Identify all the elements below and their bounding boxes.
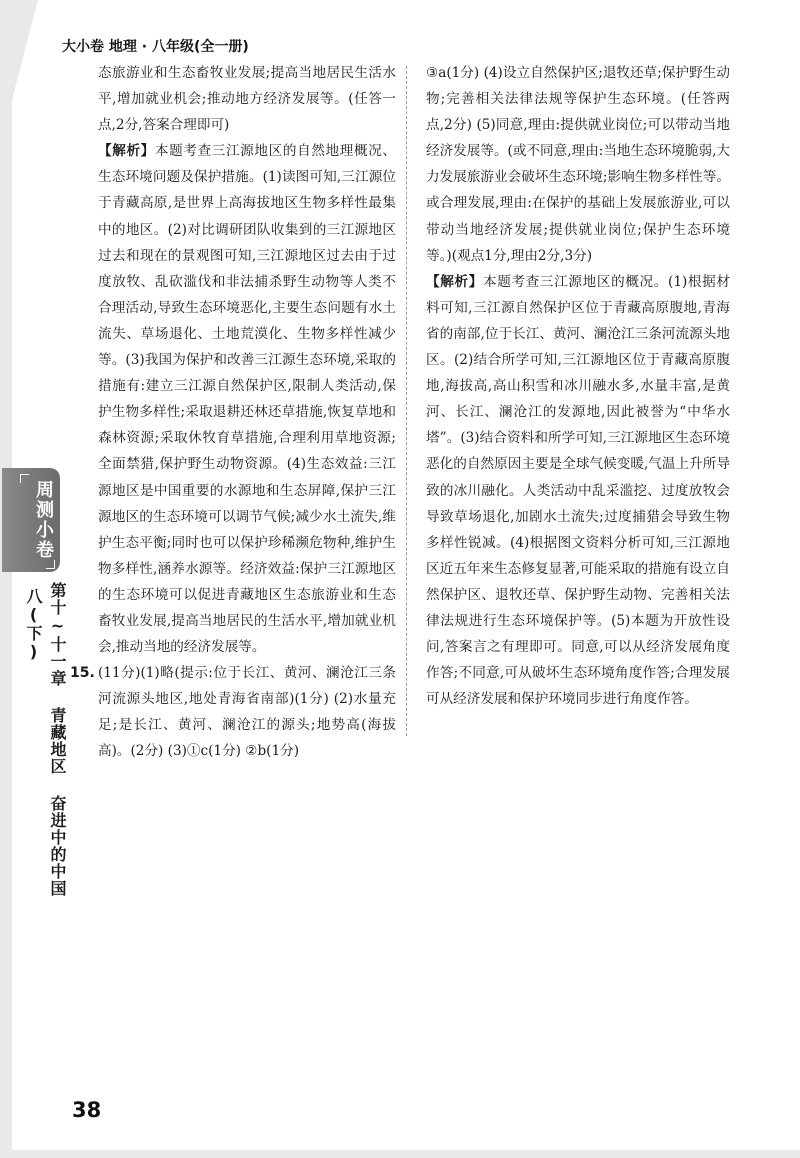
right-column	[426, 60, 730, 712]
page-number: 38	[72, 1098, 102, 1122]
analysis-paragraph-right	[426, 269, 730, 713]
analysis-paragraph	[98, 138, 396, 660]
analysis-text: 本题考查三江源地区的自然地理概况、生态环境问题及保护措施。(1)读图可知,三江源位于青藏高原,是世界上高海拔地区生物多样性最集中的地区。(2)对比调研团队收集到的三江源地区过去和现在的景观图可知,三江源地区过去由于过度放牧、乱砍滥伐和非法捕杀野生动物等人类不合理活动,导致生态环境恶化,主要生态问题有水土流失、草场退化、土地荒漠化、生物多样性减少等。(3)我国为保护和改善三江源生态环境,采取的措施有:建立三江源自然保护区,限制人类活动,保护生物多样性;采取退耕还林还草措施,恢复草地和森林资源;采取休牧育草措施,合理利用草地资源;全面禁猎,保护野生动物资源。(4)生态效益:三江源地区是中国重要的水源地和生态屏障,保护三江源地区的生态环境可以调节气候;减少水土流失,维护生态平衡;同时也可以保护珍稀濒危物种,维护生物多样性,涵养水源等。经济效益:保护三江源地区的生态环境可以促进青藏地区生态旅游业和生态畜牧业发展,提高当地居民的生活水平,增加就业机会,推动当地的经济发展等。	[98, 143, 397, 656]
tab-corner-mark	[20, 474, 29, 483]
answer-continuation-right: ③a(1分) (4)设立自然保护区;退牧还草;保护野生动物;完善相关法律法规等保护生态环境。(任答两点,2分) (5)同意,理由:提供就业岗位;可以带动当地经济发展等。(或不同意,理由:当地生态环境脆弱,大力发展旅游业会破坏生态环境;影响生物多样性等。或合理发展,理由:在保护的基础上发展旅游业,可以带动当地经济发展;提供就业岗位;保护生态环境等。)(观点1分,理由2分,3分)	[426, 65, 730, 264]
side-chapter-title: 第十~十一章 青藏地区 奋进中的中国	[48, 582, 67, 897]
side-tab-label: 周测小卷	[33, 480, 54, 560]
left-column	[70, 60, 397, 765]
analysis-label-right: 【解析】	[426, 273, 483, 290]
page-header-title: 大小卷 地理 · 八年级(全一册)	[62, 39, 249, 55]
tab-corner-mark	[46, 560, 55, 569]
question-15	[70, 660, 396, 764]
side-chapter-grade: 八(下)	[24, 588, 43, 662]
analysis-text-right: 本题考查三江源地区的概况。(1)根据材料可知,三江源自然保护区位于青藏高原腹地,青海省的南部,位于长江、黄河、澜沧江三条河流源头地区。(2)结合所学可知,三江源地区位于青藏高原腹地,海拔高,高山积雪和冰川融水多,水量丰富,是黄河、长江、澜沧江的发源地,因此被誉为“中华水塔”。(3)结合资料和所学可知,三江源地区生态环境恶化的自然原因主要是全球气候变暖,气温上升所导致的冰川融化。人类活动中乱采滥挖、过度放牧会导致草场退化,加剧水土流失;过度捕猎会导致生物多样性锐减。(4)根据图文资料分析可知,三江源地区近五年来生态修复显著,可能采取的措施有设立自然保护区、退牧还草、保护野生动物、完善相关法律法规进行生态环境保护等。(5)本题为开放性设问,答案言之有理即可。同意,可以从经济发展角度作答;不同意,可从破坏生态环境角度作答;合理发展可从经济发展和保护环境同步进行角度作答。	[426, 273, 730, 708]
analysis-label: 【解析】	[98, 143, 155, 160]
question-15-answer: (11分)(1)略(提示:位于长江、黄河、澜沧江三条河流源头地区,地处青海省南部)(1分) (2)水量充足;是长江、黄河、澜沧江的源头;地势高(海拔高)。(2分) (3)①c(1分) ②b(1分)	[98, 665, 396, 760]
column-divider	[406, 66, 407, 736]
answer-continuation: 态旅游业和生态畜牧业发展;提高当地居民生活水平,增加就业机会;推动地方经济发展等。(任答一点,2分,答案合理即可)	[98, 65, 396, 134]
question-number: 15.	[70, 665, 95, 682]
